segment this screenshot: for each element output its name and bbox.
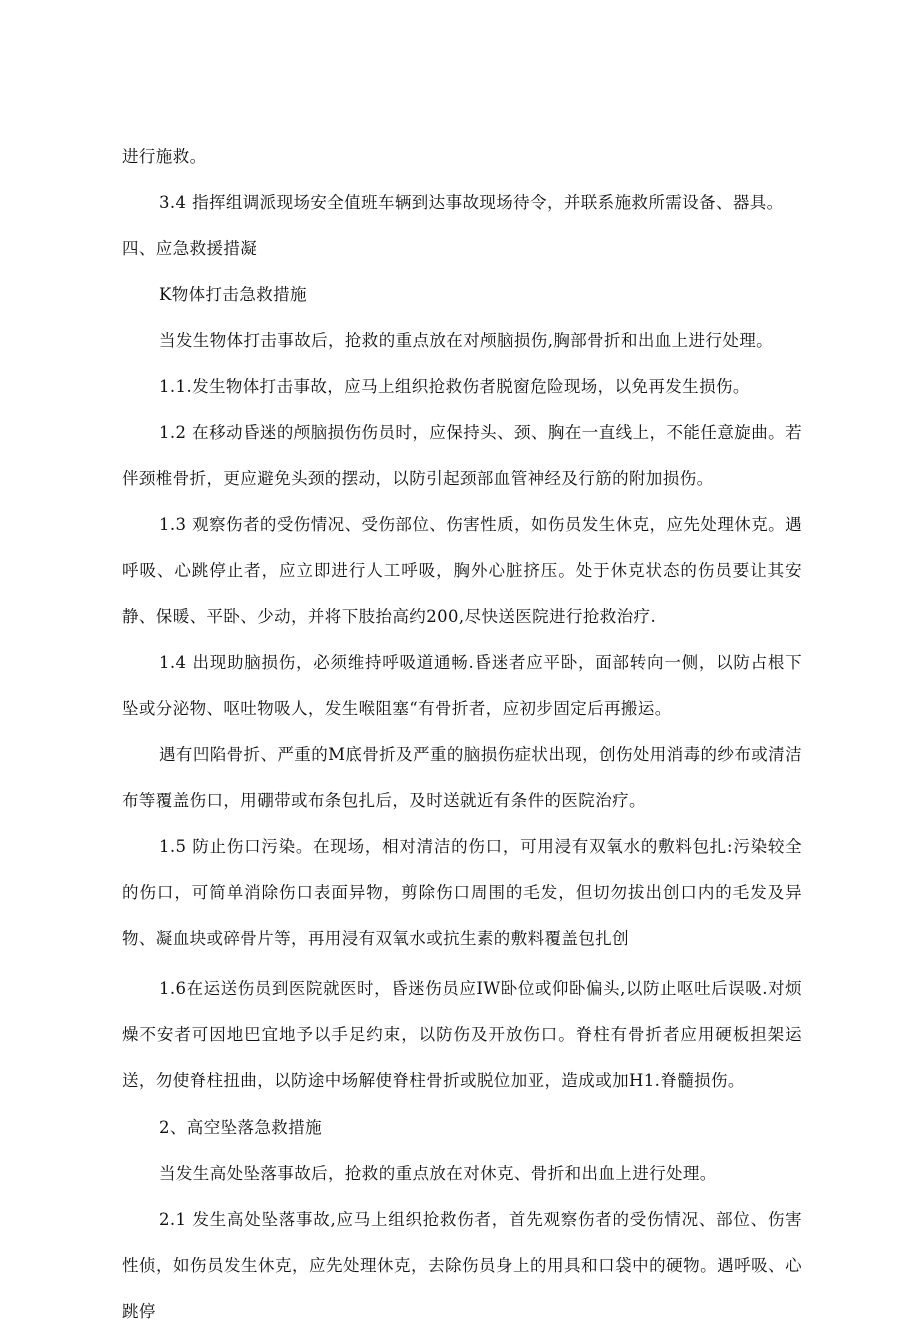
paragraph-intro-1: 当发生物体打击事故后，抢救的重点放在对颅脑损伤,胸部骨折和出血上进行处理。 xyxy=(159,331,774,350)
paragraph-intro-2: 当发生高处坠落事故后，抢救的重点放在对休克、骨折和出血上进行处理。 xyxy=(159,1164,717,1183)
paragraph-fracture: 遇有凹陷骨折、严重的M底骨折及严重的脑损伤症状出现，创伤处用消毒的纱布或清洁布等覆盖伤口，用硼带或布条包扎后，及时送就近有条件的医院治疗。 xyxy=(122,745,802,810)
section-heading-4: 四、应急救援措凝 xyxy=(122,239,258,258)
paragraph-1-5: 1.5 防止伤口污染。在现场，相对清洁的伤口，可用浸有双氧水的敷料包扎:污染较全的伤口，可简单消除伤口表面异物，剪除伤口周围的毛发，但切勿拔出创口内的毛发及异物、凝血块或碎骨片等，再用浸有双氧水或抗生素的敷料覆盖包扎创 xyxy=(122,837,802,948)
paragraph-continuation: 进行施救。 xyxy=(122,147,207,166)
paragraph-1-2: 1.2 在移动昏迷的颅脑损伤伤员时，应保持头、颈、胸在一直线上，不能任意旋曲。若伴颈椎骨折，更应避免头颈的摆动，以防引起颈部血管神经及行筋的附加损伤。 xyxy=(122,423,802,488)
paragraph-1-6: 1.6在运送伤员到医院就医时，昏迷伤员应IW卧位或仰卧偏头,以防止呕吐后误吸.对烦燥不安者可因地巴宜地予以手足约束，以防伤及开放伤口。脊柱有骨折者应用硬板担架运送，勿使脊柱扭曲，以防途中场解使脊柱骨折或脱位加亚，造成或加H1.脊髓损伤。 xyxy=(122,979,802,1090)
subheading-1: K物体打击急救措施 xyxy=(159,285,307,304)
paragraph-2-1: 2.1 发生高处坠落事故,应马上组织抢救伤者，首先观察伤者的受伤情况、部位、伤害性侦，如伤员发生休克，应先处理休克，去除伤员身上的用具和口袋中的硬物。遇呼吸、心跳停 xyxy=(122,1210,802,1321)
paragraph-3-4: 3.4 指挥组调派现场安全值班车辆到达事故现场待令，并联系施救所需设备、器具。 xyxy=(159,193,784,212)
paragraph-1-3: 1.3 观察伤者的受伤情况、受伤部位、伤害性质，如伤员发生休克，应先处理休克。遇呼吸、心跳停止者，应立即进行人工呼吸，胸外心脏挤压。处于休克状态的伤员要让其安静、保暖、平卧、少动，并将下肢抬高约200,尽快送医院进行抢救治疗. xyxy=(122,515,802,626)
subheading-2: 2、高空坠落急救措施 xyxy=(159,1118,322,1137)
paragraph-1-1: 1.1.发生物体打击事故，应马上组织抢救伤者脱窗危险现场，以免再发生损伤。 xyxy=(159,377,750,396)
paragraph-1-4: 1.4 出现助脑损伤，必须维持呼吸道通畅.昏迷者应平卧，面部转向一侧，以防占根下坠或分泌物、呕吐物吸人，发生喉阻塞“有骨折者，应初步固定后再搬运。 xyxy=(122,653,802,718)
